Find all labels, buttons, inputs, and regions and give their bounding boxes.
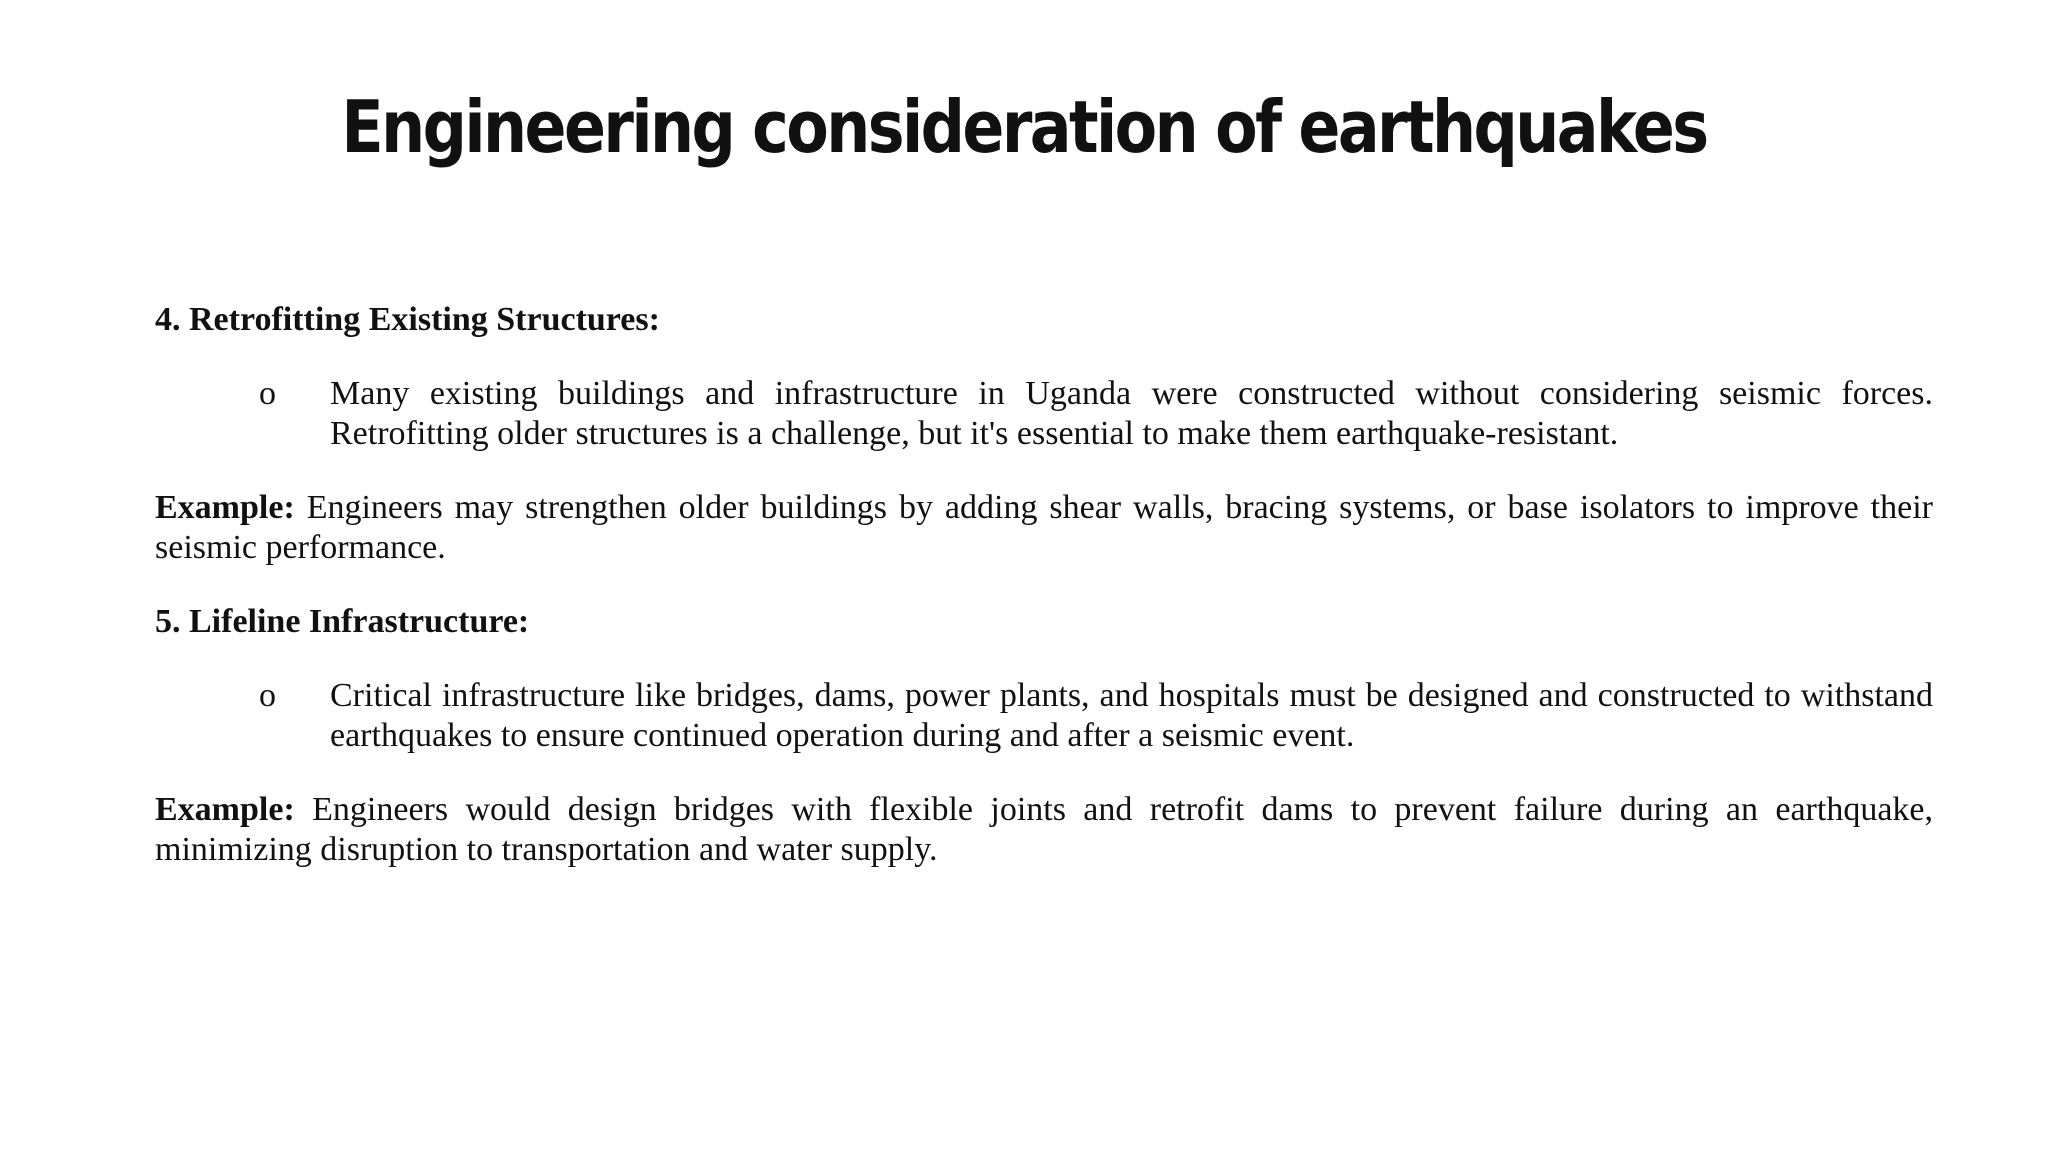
example-text: Engineers would design bridges with flexible joints and retrofit dams to prevent failure during an earthquake, minimizing disruption to transportation and water supply.: [155, 791, 1933, 868]
example-paragraph: [155, 790, 1933, 870]
example-label: Example:: [155, 489, 295, 526]
section-heading: 5. Lifeline Infrastructure:: [155, 603, 530, 640]
bullet-text: Many existing buildings and infrastructure in Uganda were constructed without considering seismic forces. Retrofitting older structures is a challenge, but it's essential to make them earthquake-resistant.: [330, 375, 1933, 452]
bullet-text: Critical infrastructure like bridges, dams, power plants, and hospitals must be designed and constructed to withstand earthquakes to ensure continued operation during and after a seismic event.: [330, 677, 1933, 754]
section-heading: 4. Retrofitting Existing Structures:: [155, 301, 660, 338]
bullet-item: [155, 676, 1933, 756]
example-paragraph: [155, 488, 1933, 568]
example-label: Example:: [155, 791, 295, 828]
bullet-item: [155, 374, 1933, 454]
bullet-marker-icon: o: [259, 677, 276, 714]
bullet-marker-icon: o: [259, 375, 276, 412]
section-retrofitting: [155, 300, 1933, 568]
slide-content: [155, 300, 1933, 904]
slide-title: Engineering consideration of earthquakes: [341, 85, 1707, 169]
example-text: Engineers may strengthen older buildings by adding shear walls, bracing systems, or base isolators to improve their seismic performance.: [155, 489, 1933, 566]
section-lifeline: [155, 602, 1933, 870]
